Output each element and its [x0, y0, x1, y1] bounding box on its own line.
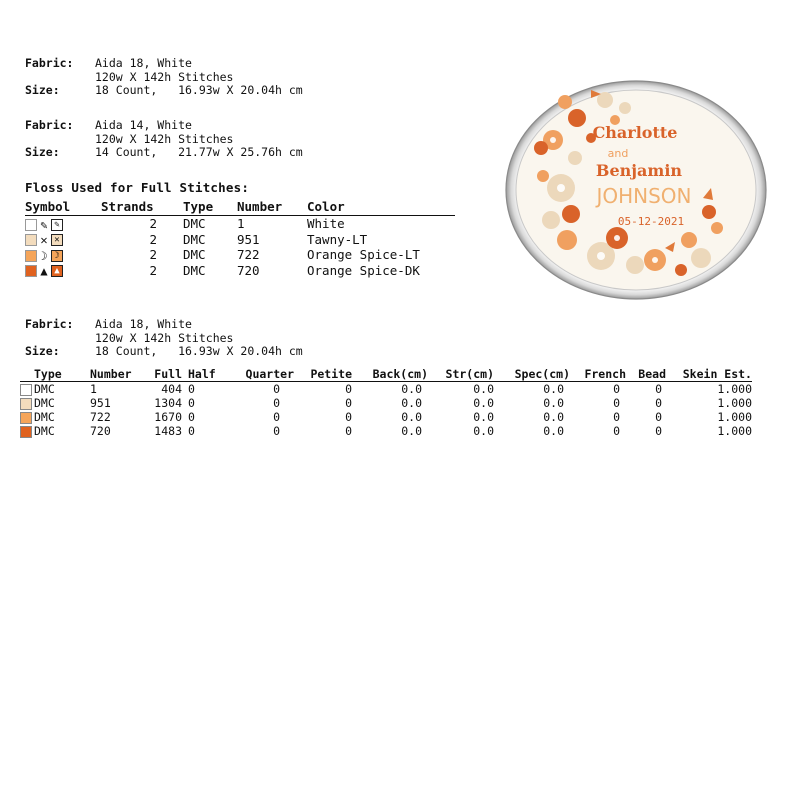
cross-icon: ✕: [40, 233, 48, 247]
spec-cell: 0.0: [543, 410, 564, 424]
fabric-value: Aida 18, White: [95, 317, 192, 331]
color-swatch: [20, 384, 32, 396]
type-cell: DMC: [34, 396, 55, 410]
color-cell: Tawny-LT: [307, 231, 368, 247]
fabric-label: Fabric:: [25, 317, 74, 331]
floss-section-title: Floss Used for Full Stitches:: [25, 180, 250, 195]
crescent-symbol-box-icon: ☽: [51, 250, 63, 262]
bead-cell: 0: [655, 410, 662, 424]
fabric-spec-block-3: [25, 318, 303, 359]
fabric-value: Aida 14, White: [95, 118, 192, 132]
stitch-count: 120w X 142h Stitches: [95, 330, 234, 345]
color-cell: Orange Spice-LT: [307, 247, 420, 263]
str-cell: 0.0: [473, 382, 494, 396]
hoop-name-2: Benjamin: [595, 161, 683, 180]
strands-cell: 2: [149, 216, 157, 232]
color-cell: White: [307, 216, 345, 232]
color-header: Color: [307, 199, 455, 216]
floss-row: [25, 232, 455, 248]
type-cell: DMC: [34, 424, 55, 438]
strands-cell: 2: [149, 262, 157, 278]
color-swatch: [25, 219, 37, 231]
bead-cell: 0: [655, 424, 662, 438]
cross-symbol-box-icon: ✕: [51, 234, 63, 246]
strands-cell: 2: [149, 231, 157, 247]
spec-cell: 0.0: [543, 424, 564, 438]
floss-row: [25, 216, 455, 232]
skein-est-cell: 1.000: [717, 396, 752, 410]
spec-header: Spec(cm): [494, 367, 570, 382]
full-header: Full: [146, 367, 182, 382]
french-header: French: [570, 367, 626, 382]
spec-cell: 0.0: [543, 382, 564, 396]
stitch-count: 120w X 142h Stitches: [95, 131, 234, 146]
triangle-symbol-box-icon: ▲: [51, 265, 63, 277]
half-cell: 0: [188, 424, 195, 438]
hoop-and-text: and: [607, 147, 629, 160]
color-swatch: [20, 398, 32, 410]
quarter-cell: 0: [273, 396, 280, 410]
strands-cell: 2: [149, 247, 157, 263]
full-cell: 1670: [154, 410, 182, 424]
petite-cell: 0: [345, 396, 352, 410]
half-cell: 0: [188, 410, 195, 424]
hoop-date: 05-12-2021: [617, 215, 685, 228]
pencil-icon: ✎: [40, 217, 48, 232]
crescent-icon: ☽: [40, 248, 48, 263]
color-swatch: [20, 426, 32, 438]
skein-est-cell: 1.000: [717, 410, 752, 424]
pencil-symbol-box-icon: ✎: [51, 219, 63, 231]
hoop-surname: JOHNSON: [596, 184, 692, 208]
type-cell: DMC: [183, 231, 206, 247]
petite-cell: 0: [345, 410, 352, 424]
floss-header-row: [25, 199, 455, 216]
type-header: Type: [183, 199, 237, 216]
strands-header: Strands: [101, 199, 183, 216]
french-cell: 0: [613, 410, 620, 424]
size-label: Size:: [25, 344, 60, 358]
size-value: 18 Count, 16.93w X 20.04h cm: [95, 83, 303, 97]
number-cell: 722: [237, 247, 260, 263]
hoop-preview-image: [505, 80, 767, 300]
french-cell: 0: [613, 382, 620, 396]
size-value: 14 Count, 21.77w X 25.76h cm: [95, 145, 303, 159]
half-header: Half: [182, 367, 232, 382]
back-cell: 0.0: [401, 382, 422, 396]
back-cell: 0.0: [401, 410, 422, 424]
spec-cell: 0.0: [543, 396, 564, 410]
quarter-cell: 0: [273, 424, 280, 438]
skein-header-row: [20, 367, 752, 382]
fabric-label: Fabric:: [25, 118, 74, 132]
full-cell: 404: [161, 382, 182, 396]
size-value: 18 Count, 16.93w X 20.04h cm: [95, 344, 303, 358]
half-cell: 0: [188, 396, 195, 410]
full-cell: 1304: [154, 396, 182, 410]
french-cell: 0: [613, 396, 620, 410]
fabric-spec-block-2: [25, 119, 303, 160]
number-header: Number: [237, 199, 307, 216]
fabric-label: Fabric:: [25, 56, 74, 70]
size-label: Size:: [25, 145, 60, 159]
number-cell: 720: [237, 262, 260, 278]
number-cell: 951: [237, 231, 260, 247]
color-swatch: [25, 234, 37, 246]
skein-row: [20, 410, 752, 424]
skein-row: [20, 396, 752, 410]
full-cell: 1483: [154, 424, 182, 438]
str-header: Str(cm): [428, 367, 494, 382]
bead-cell: 0: [655, 382, 662, 396]
type-cell: DMC: [183, 247, 206, 263]
floss-row: [25, 247, 455, 263]
back-header: Back(cm): [352, 367, 428, 382]
skein-est-cell: 1.000: [717, 424, 752, 438]
number-cell: 1: [90, 382, 97, 396]
color-swatch: [25, 265, 37, 277]
skein-est-header: Skein Est.: [666, 367, 752, 382]
symbol-header: Symbol: [25, 199, 101, 216]
skein-row: [20, 382, 752, 397]
str-cell: 0.0: [473, 396, 494, 410]
type-header: Type: [20, 367, 90, 382]
type-cell: DMC: [183, 216, 206, 232]
type-cell: DMC: [34, 382, 55, 396]
triangle-icon: ▲: [40, 264, 48, 278]
number-cell: 720: [90, 424, 111, 438]
color-cell: Orange Spice-DK: [307, 262, 420, 278]
size-label: Size:: [25, 83, 60, 97]
type-cell: DMC: [183, 262, 206, 278]
color-swatch: [25, 250, 37, 262]
half-cell: 0: [188, 382, 195, 396]
quarter-cell: 0: [273, 382, 280, 396]
floss-row: [25, 263, 455, 279]
fabric-value: Aida 18, White: [95, 56, 192, 70]
quarter-cell: 0: [273, 410, 280, 424]
bead-header: Bead: [626, 367, 666, 382]
number-header: Number: [90, 367, 146, 382]
floss-table: [25, 199, 455, 278]
petite-header: Petite: [294, 367, 352, 382]
number-cell: 1: [237, 216, 245, 232]
hoop-name-1: Charlotte: [592, 123, 678, 142]
french-cell: 0: [613, 424, 620, 438]
quarter-header: Quarter: [232, 367, 294, 382]
back-cell: 0.0: [401, 396, 422, 410]
type-cell: DMC: [34, 410, 55, 424]
back-cell: 0.0: [401, 424, 422, 438]
str-cell: 0.0: [473, 424, 494, 438]
petite-cell: 0: [345, 424, 352, 438]
petite-cell: 0: [345, 382, 352, 396]
color-swatch: [20, 412, 32, 424]
stitch-count: 120w X 142h Stitches: [95, 69, 234, 84]
str-cell: 0.0: [473, 410, 494, 424]
skein-row: [20, 424, 752, 438]
number-cell: 722: [90, 410, 111, 424]
bead-cell: 0: [655, 396, 662, 410]
number-cell: 951: [90, 396, 111, 410]
skein-est-cell: 1.000: [717, 382, 752, 396]
skein-table: [20, 367, 752, 438]
fabric-spec-block-1: [25, 57, 303, 98]
